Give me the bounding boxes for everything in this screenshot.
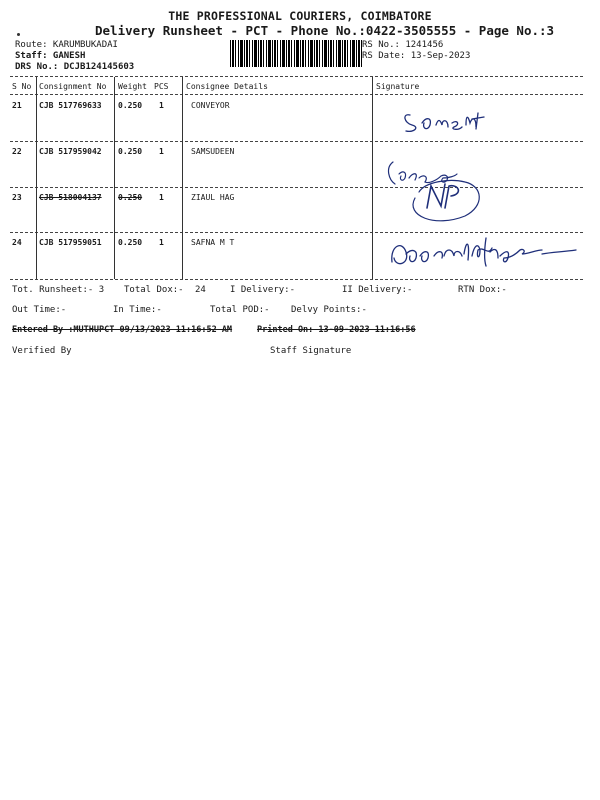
cell-weight: 0.250 (118, 147, 143, 156)
cell-pcs: 1 (159, 101, 164, 110)
delvy-points: Delvy Points:- (291, 305, 367, 315)
cell-weight: 0.250 (118, 238, 143, 247)
col-header-signature: Signature (376, 82, 420, 91)
column-divider (114, 77, 115, 279)
total-pod: Total POD:- (210, 305, 270, 315)
cell-consignee: SAFNA M T (191, 238, 235, 247)
cell-consignment: CJB 517769633 (39, 101, 102, 110)
cell-consignment: CJB 517959051 (39, 238, 102, 247)
cell-sno: 21 (12, 101, 22, 110)
rtn-dox: RTN Dox:- (458, 285, 507, 295)
barcode-image (230, 40, 362, 67)
col-header-consignee: Consignee Details (186, 82, 268, 91)
col-header-consignment: Consignment No (39, 82, 107, 91)
column-divider (36, 77, 37, 279)
route-label: Route: KARUMBUKADAI (15, 40, 118, 50)
cell-sno: 22 (12, 147, 22, 156)
cell-sno: 23 (12, 193, 22, 202)
staff-signature-label: Staff Signature (270, 346, 352, 356)
in-time: In Time:- (113, 305, 162, 315)
row-rule (10, 141, 583, 142)
drs-number: DRS No.: DCJB124145603 (15, 62, 135, 72)
printed-on: Printed On: 13-09-2023 11:16:56 (257, 325, 416, 335)
col-header-weight: Weight (118, 82, 147, 91)
handwritten-signature-row-21 (400, 105, 500, 135)
entered-by: Entered By :MUTHUPCT 09/13/2023 11:16:52 AM (12, 325, 233, 335)
out-time: Out Time:- (12, 305, 67, 315)
column-divider (182, 77, 183, 279)
punch-mark (17, 33, 20, 36)
tot-runsheet: Tot. Runsheet:- 3 (12, 285, 105, 295)
runsheet-subtitle: Delivery Runsheet - PCT - Phone No.:0422-3505555 - Page No.:3 (95, 23, 555, 38)
col-header-pcs: PCS (154, 82, 169, 91)
cell-consignee: CONVEYOR (191, 101, 230, 110)
column-divider (372, 77, 373, 279)
i-delivery: I Delivery:- (230, 285, 296, 295)
ii-delivery: II Delivery:- (342, 285, 413, 295)
cell-consignment: CJB 517959042 (39, 147, 102, 156)
verified-by: Verified By (12, 346, 72, 356)
rs-date: RS Date: 13-Sep-2023 (362, 51, 471, 61)
cell-consignment: CJB 518004137 (39, 193, 102, 202)
staff-label: Staff: GANESH (15, 51, 86, 61)
handwritten-signature-row-22-23 (385, 156, 495, 236)
total-dox-label: Total Dox:- (124, 285, 184, 295)
col-header-sno: S No (12, 82, 32, 91)
total-dox-value: 24 (195, 285, 206, 295)
cell-consignee: ZIAUL HAG (191, 193, 235, 202)
cell-pcs: 1 (159, 193, 164, 202)
row-rule (10, 187, 583, 188)
cell-weight: 0.250 (118, 101, 143, 110)
cell-pcs: 1 (159, 147, 164, 156)
rs-number: RS No.: 1241456 (362, 40, 444, 50)
company-title: THE PROFESSIONAL COURIERS, COIMBATORE (168, 9, 432, 23)
cell-consignee: SAMSUDEEN (191, 147, 235, 156)
table-bottom-rule (10, 279, 583, 280)
cell-sno: 24 (12, 238, 22, 247)
table-top-rule (10, 76, 583, 77)
header-bottom-rule (10, 94, 583, 95)
handwritten-signature-row-24 (386, 232, 582, 276)
cell-weight: 0.250 (118, 193, 143, 202)
cell-pcs: 1 (159, 238, 164, 247)
